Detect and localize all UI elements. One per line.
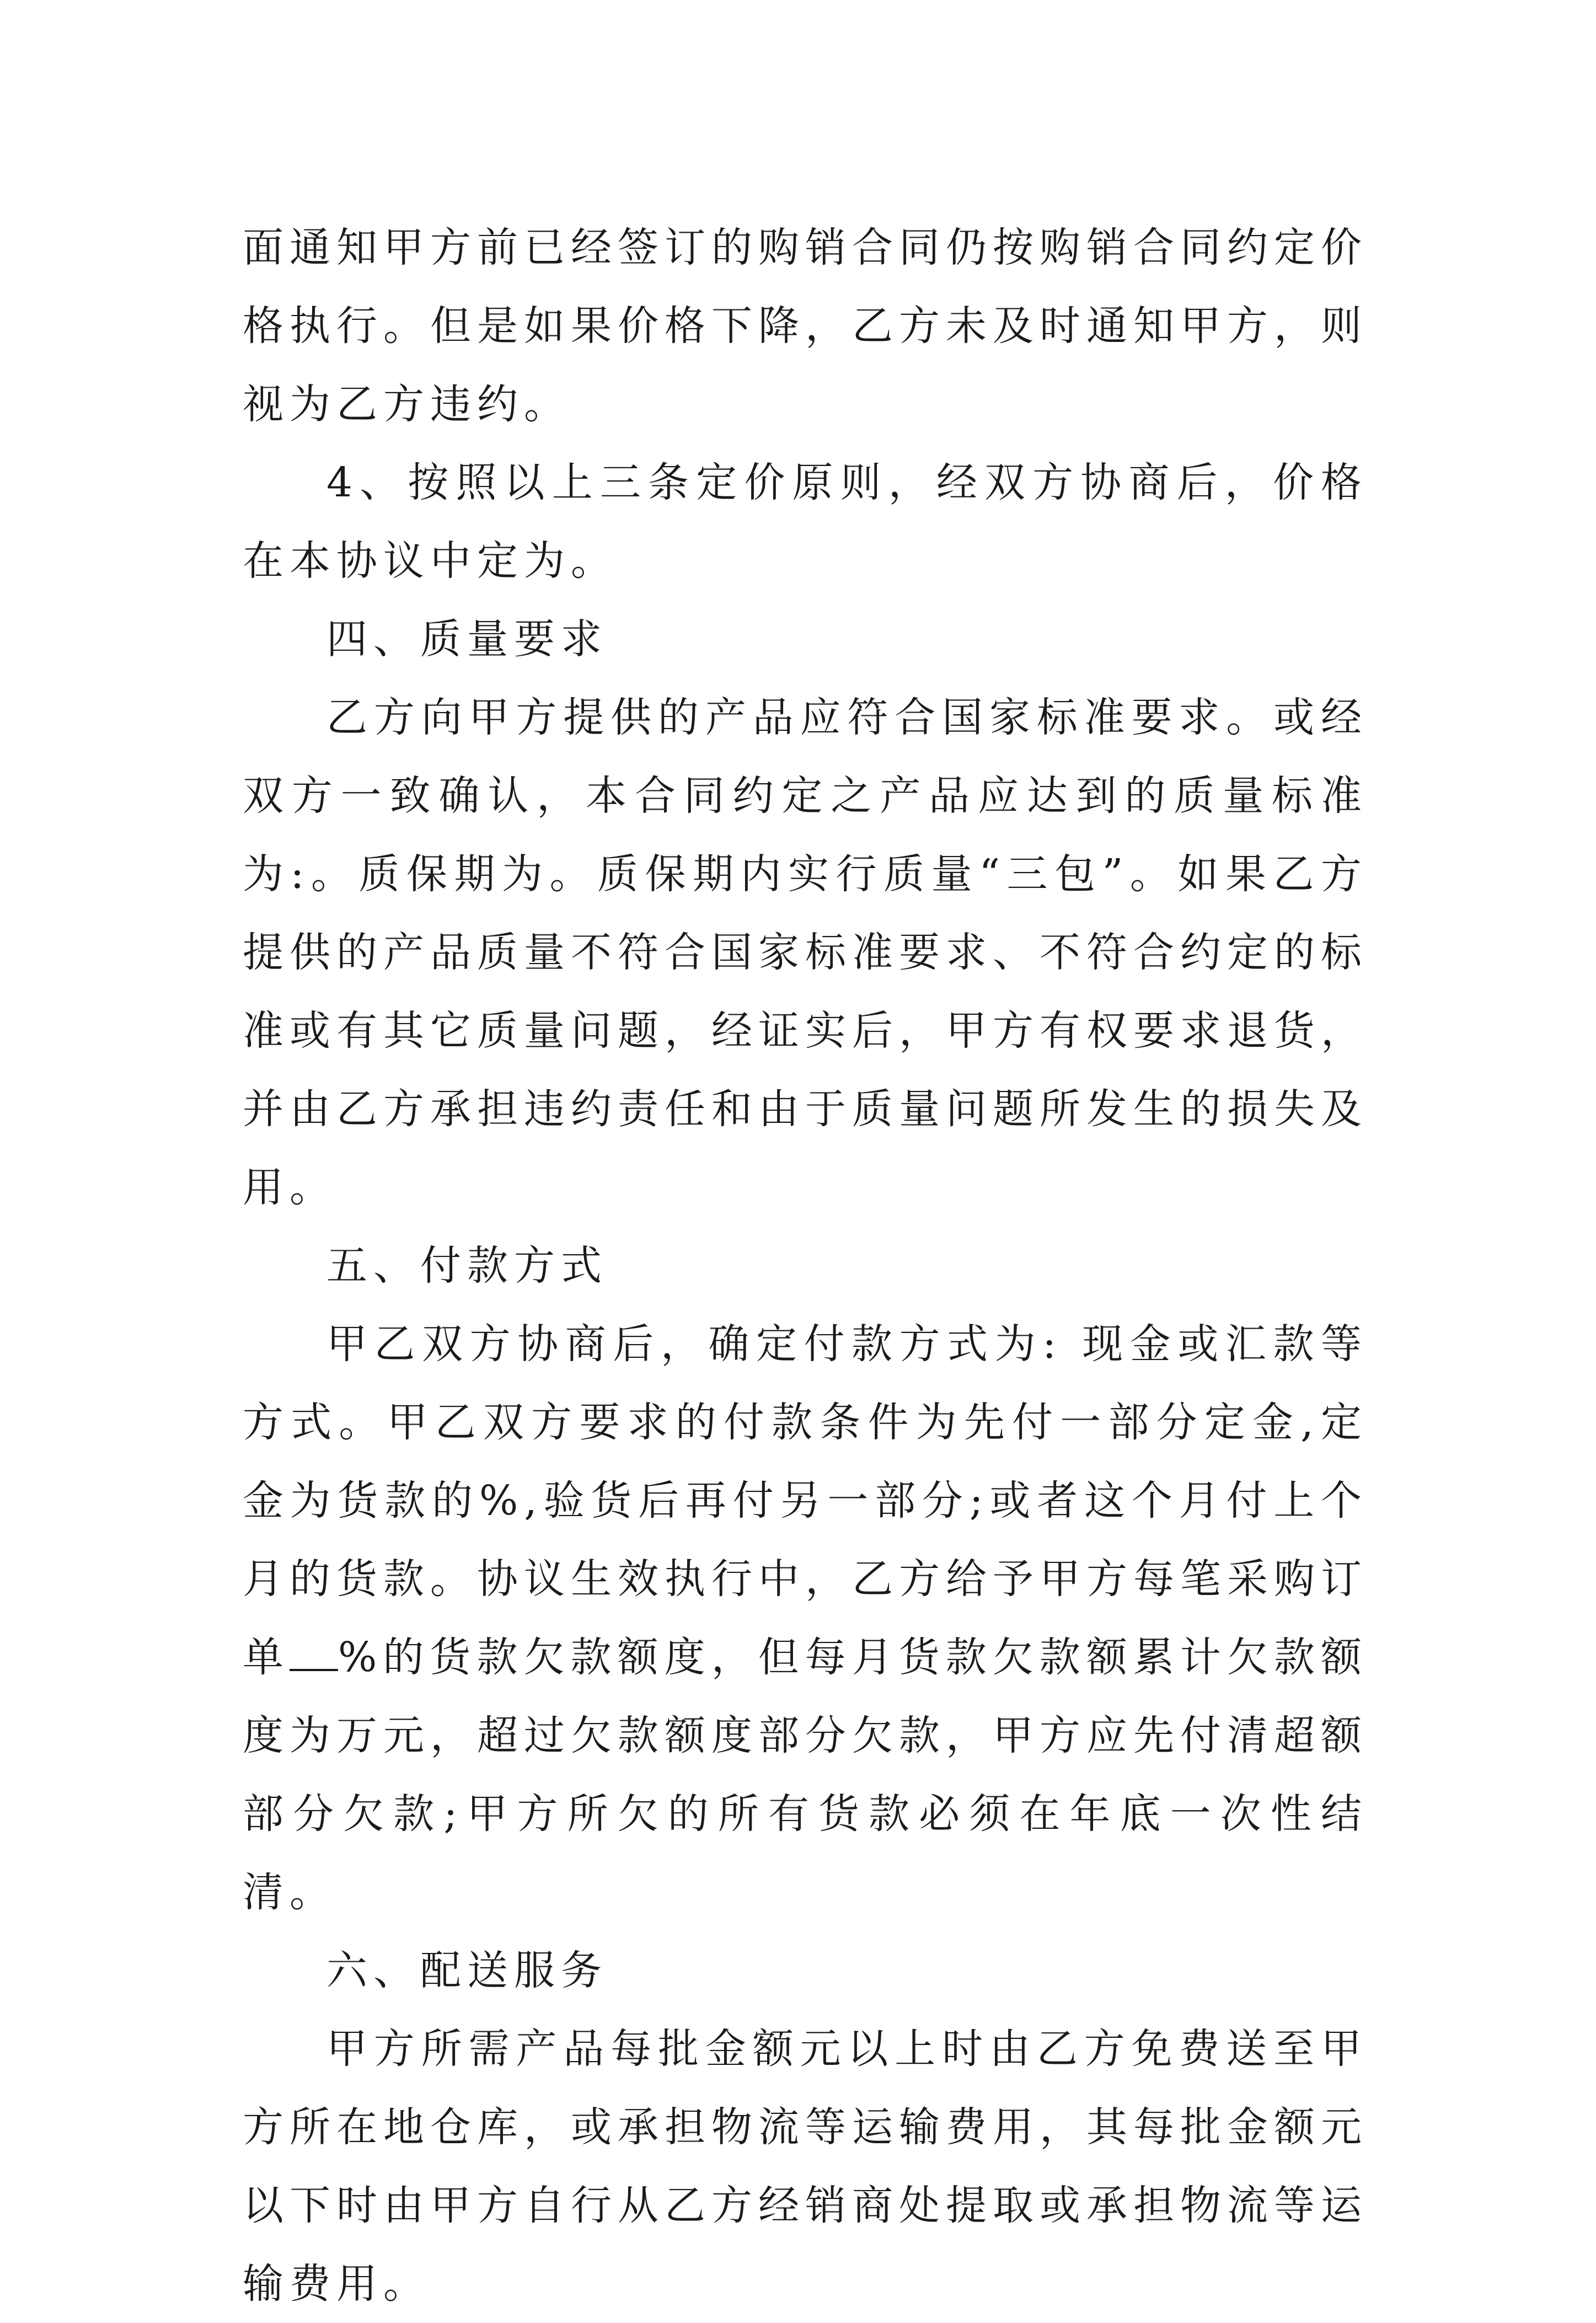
paragraph-price-notice: 面通知甲方前已经签订的购销合同仍按购销合同约定价格执行。但是如果价格下降，乙方未及时通知甲方，则视为乙方违约。 — [243, 224, 1368, 428]
payment-text-part-2: %的货款欠款额度，但每月货款欠款额累计欠款额度为万元，超过欠款额度部分欠款，甲方应先付清超额部分欠款;甲方所欠的所有货款必须在年底一次性结清。 — [243, 1634, 1368, 1916]
paragraph-price-clause-4: 4、按照以上三条定价原则，经双方协商后，价格在本协议中定为。 — [243, 459, 1368, 585]
section-heading-quality: 四、质量要求 — [326, 615, 608, 663]
payment-text-part-1: 甲乙双方协商后，确定付款方式为: 现金或汇款等方式。甲乙双方要求的付款条件为先付一部分定金,定金为货款的%,验货后再付另一部分;或者这个月付上个月的货款。协议生效执行中，乙方给予甲方每笔采购订单 — [243, 1320, 1368, 1681]
fill-in-blank — [290, 1635, 338, 1671]
paragraph-delivery-service: 甲方所需产品每批金额元以上时由乙方免费送至甲方所在地仓库，或承担物流等运输费用，其每批金额元以下时由甲方自行从乙方经销商处提取或承担物流等运输费用。 — [243, 2025, 1368, 2308]
document-body — [243, 208, 1368, 2323]
paragraph-payment-terms — [243, 1305, 1368, 1931]
section-heading-delivery: 六、配送服务 — [326, 1947, 608, 1994]
section-heading-payment: 五、付款方式 — [326, 1242, 608, 1289]
paragraph-quality-requirements: 乙方向甲方提供的产品应符合国家标准要求。或经双方一致确认，本合同约定之产品应达到的质量标准为:。质保期为。质保期内实行质量“三包”。如果乙方提供的产品质量不符合国家标准要求、不符合约定的标准或有其它质量问题，经证实后，甲方有权要求退货，并由乙方承担违约责任和由于质量问题所发生的损失及用。 — [243, 694, 1368, 1211]
